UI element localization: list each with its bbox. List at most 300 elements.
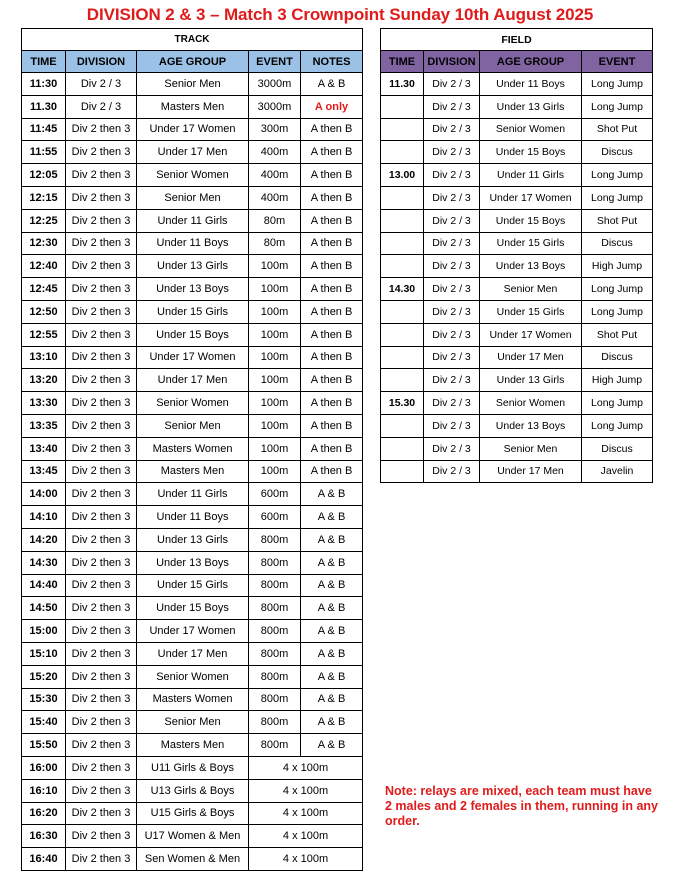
time-cell: 16:30 <box>22 825 66 848</box>
age-group-cell: Under 17 Women <box>480 186 582 209</box>
event-cell: 100m <box>249 323 301 346</box>
division-cell: Div 2 then 3 <box>66 164 137 187</box>
age-group-cell: Senior Women <box>480 118 582 141</box>
division-cell: Div 2 then 3 <box>66 141 137 164</box>
table-row <box>381 232 653 255</box>
time-cell: 11.30 <box>381 73 424 96</box>
event-cell: Discus <box>582 232 653 255</box>
time-cell: 14.30 <box>381 278 424 301</box>
time-cell: 12:30 <box>22 232 66 255</box>
age-group-cell: Masters Men <box>137 95 249 118</box>
division-cell: Div 2 then 3 <box>66 346 137 369</box>
notes-cell: A then B <box>301 323 363 346</box>
event-cell: 800m <box>249 688 301 711</box>
notes-cell: A then B <box>301 118 363 141</box>
table-row <box>381 323 653 346</box>
event-cell: Long Jump <box>582 186 653 209</box>
division-cell: Div 2 then 3 <box>66 414 137 437</box>
division-cell: Div 2 then 3 <box>66 688 137 711</box>
table-row <box>22 665 363 688</box>
age-group-cell: Senior Men <box>480 437 582 460</box>
age-group-cell: Under 13 Boys <box>480 255 582 278</box>
division-cell: Div 2 / 3 <box>424 437 480 460</box>
time-cell <box>381 232 424 255</box>
division-cell: Div 2 / 3 <box>424 278 480 301</box>
notes-cell: A then B <box>301 300 363 323</box>
age-group-cell: Under 11 Boys <box>480 73 582 96</box>
age-group-cell: Under 13 Girls <box>480 369 582 392</box>
division-cell: Div 2 then 3 <box>66 779 137 802</box>
age-group-cell: Senior Men <box>137 711 249 734</box>
time-cell: 15:30 <box>22 688 66 711</box>
track-header-cell: AGE GROUP <box>137 51 249 73</box>
notes-cell: A & B <box>301 642 363 665</box>
event-cell: 800m <box>249 734 301 757</box>
table-row <box>22 323 363 346</box>
table-row <box>381 369 653 392</box>
field-header-cell: DIVISION <box>424 51 480 73</box>
division-cell: Div 2 then 3 <box>66 734 137 757</box>
event-cell: 100m <box>249 414 301 437</box>
time-cell <box>381 369 424 392</box>
division-cell: Div 2 then 3 <box>66 574 137 597</box>
time-cell: 16:10 <box>22 779 66 802</box>
age-group-cell: Under 17 Men <box>137 369 249 392</box>
table-row <box>22 711 363 734</box>
relay-note: Note: relays are mixed, each team must have 2 males and 2 females in them, running in any order. <box>385 784 658 828</box>
time-cell: 11:55 <box>22 141 66 164</box>
division-cell: Div 2 then 3 <box>66 300 137 323</box>
event-cell: 4 x 100m <box>249 756 363 779</box>
time-cell: 14:50 <box>22 597 66 620</box>
age-group-cell: Senior Women <box>137 392 249 415</box>
event-cell: Shot Put <box>582 323 653 346</box>
age-group-cell: Under 17 Men <box>480 460 582 483</box>
table-row <box>381 278 653 301</box>
table-row <box>22 688 363 711</box>
time-cell: 11.30 <box>22 95 66 118</box>
notes-cell: A then B <box>301 369 363 392</box>
time-cell <box>381 118 424 141</box>
table-row <box>22 620 363 643</box>
notes-cell: A & B <box>301 734 363 757</box>
division-cell: Div 2 then 3 <box>66 825 137 848</box>
age-group-cell: Under 17 Women <box>137 346 249 369</box>
track-section-label: TRACK <box>22 29 363 51</box>
notes-cell: A & B <box>301 711 363 734</box>
time-cell: 14:20 <box>22 528 66 551</box>
division-cell: Div 2 / 3 <box>424 209 480 232</box>
table-row <box>381 141 653 164</box>
division-cell: Div 2 then 3 <box>66 848 137 871</box>
time-cell <box>381 460 424 483</box>
division-cell: Div 2 then 3 <box>66 460 137 483</box>
division-cell: Div 2 then 3 <box>66 528 137 551</box>
age-group-cell: Under 13 Boys <box>480 414 582 437</box>
table-row <box>22 232 363 255</box>
table-row <box>22 734 363 757</box>
age-group-cell: Masters Women <box>137 437 249 460</box>
field-schedule-table <box>380 28 653 483</box>
event-cell: 400m <box>249 141 301 164</box>
time-cell <box>381 300 424 323</box>
time-cell <box>381 255 424 278</box>
time-cell: 15:10 <box>22 642 66 665</box>
relay-row <box>22 825 363 848</box>
track-header-cell: EVENT <box>249 51 301 73</box>
table-row <box>22 369 363 392</box>
event-cell: Long Jump <box>582 164 653 187</box>
table-row <box>22 414 363 437</box>
event-cell: Discus <box>582 346 653 369</box>
notes-cell: A then B <box>301 186 363 209</box>
age-group-cell: Senior Women <box>137 164 249 187</box>
notes-cell: A then B <box>301 437 363 460</box>
division-cell: Div 2 then 3 <box>66 392 137 415</box>
table-row <box>22 209 363 232</box>
time-cell: 16:00 <box>22 756 66 779</box>
notes-cell: A then B <box>301 346 363 369</box>
time-cell: 15:50 <box>22 734 66 757</box>
age-group-cell: Senior Men <box>480 278 582 301</box>
notes-cell: A & B <box>301 483 363 506</box>
relay-row <box>22 779 363 802</box>
table-row <box>22 437 363 460</box>
time-cell: 15:00 <box>22 620 66 643</box>
age-group-cell: Under 13 Boys <box>137 551 249 574</box>
notes-cell: A then B <box>301 232 363 255</box>
time-cell: 15:20 <box>22 665 66 688</box>
division-cell: Div 2 then 3 <box>66 186 137 209</box>
age-group-cell: U17 Women & Men <box>137 825 249 848</box>
age-group-cell: Under 15 Girls <box>480 232 582 255</box>
event-cell: 800m <box>249 711 301 734</box>
time-cell: 13:30 <box>22 392 66 415</box>
field-header-cell: EVENT <box>582 51 653 73</box>
relay-row <box>22 848 363 871</box>
division-cell: Div 2 then 3 <box>66 118 137 141</box>
table-row <box>22 73 363 96</box>
event-cell: Long Jump <box>582 95 653 118</box>
time-cell <box>381 346 424 369</box>
division-cell: Div 2 then 3 <box>66 620 137 643</box>
time-cell: 13:35 <box>22 414 66 437</box>
event-cell: 4 x 100m <box>249 802 363 825</box>
time-cell: 13:10 <box>22 346 66 369</box>
table-row <box>381 300 653 323</box>
division-cell: Div 2 / 3 <box>424 369 480 392</box>
event-cell: 100m <box>249 437 301 460</box>
notes-cell: A then B <box>301 278 363 301</box>
event-cell: 100m <box>249 300 301 323</box>
time-cell <box>381 186 424 209</box>
age-group-cell: Sen Women & Men <box>137 848 249 871</box>
notes-cell: A only <box>301 95 363 118</box>
event-cell: 600m <box>249 483 301 506</box>
time-cell: 14:00 <box>22 483 66 506</box>
table-row <box>22 95 363 118</box>
field-header-cell: TIME <box>381 51 424 73</box>
event-cell: 300m <box>249 118 301 141</box>
division-cell: Div 2 then 3 <box>66 437 137 460</box>
table-row <box>22 551 363 574</box>
age-group-cell: Under 13 Girls <box>137 528 249 551</box>
track-header-cell: NOTES <box>301 51 363 73</box>
event-cell: Long Jump <box>582 278 653 301</box>
division-cell: Div 2 / 3 <box>424 186 480 209</box>
notes-cell: A & B <box>301 73 363 96</box>
event-cell: 4 x 100m <box>249 848 363 871</box>
table-row <box>22 118 363 141</box>
age-group-cell: Under 11 Girls <box>137 209 249 232</box>
division-cell: Div 2 then 3 <box>66 483 137 506</box>
age-group-cell: Under 17 Women <box>137 118 249 141</box>
age-group-cell: U11 Girls & Boys <box>137 756 249 779</box>
event-cell: Discus <box>582 141 653 164</box>
age-group-cell: Senior Women <box>480 392 582 415</box>
field-section-label: FIELD <box>381 29 653 51</box>
age-group-cell: Under 17 Women <box>480 323 582 346</box>
time-cell: 14:10 <box>22 506 66 529</box>
division-cell: Div 2 then 3 <box>66 802 137 825</box>
event-cell: High Jump <box>582 255 653 278</box>
event-cell: Long Jump <box>582 414 653 437</box>
time-cell <box>381 209 424 232</box>
table-row <box>381 255 653 278</box>
table-row <box>22 528 363 551</box>
division-cell: Div 2 / 3 <box>66 73 137 96</box>
time-cell <box>381 141 424 164</box>
age-group-cell: Under 15 Boys <box>137 597 249 620</box>
event-cell: 600m <box>249 506 301 529</box>
table-row <box>22 506 363 529</box>
age-group-cell: Masters Women <box>137 688 249 711</box>
age-group-cell: Under 15 Boys <box>480 209 582 232</box>
division-cell: Div 2 / 3 <box>424 460 480 483</box>
division-cell: Div 2 / 3 <box>424 164 480 187</box>
age-group-cell: Under 15 Girls <box>137 574 249 597</box>
division-cell: Div 2 then 3 <box>66 756 137 779</box>
notes-cell: A & B <box>301 597 363 620</box>
event-cell: 3000m <box>249 95 301 118</box>
division-cell: Div 2 then 3 <box>66 597 137 620</box>
track-header-cell: DIVISION <box>66 51 137 73</box>
table-row <box>381 118 653 141</box>
time-cell: 15.30 <box>381 392 424 415</box>
table-row <box>381 460 653 483</box>
division-cell: Div 2 then 3 <box>66 369 137 392</box>
division-cell: Div 2 then 3 <box>66 551 137 574</box>
event-cell: Shot Put <box>582 118 653 141</box>
notes-cell: A then B <box>301 255 363 278</box>
table-row <box>381 164 653 187</box>
event-cell: 100m <box>249 392 301 415</box>
relay-row <box>22 756 363 779</box>
division-cell: Div 2 / 3 <box>424 232 480 255</box>
age-group-cell: Under 15 Girls <box>480 300 582 323</box>
table-row <box>22 346 363 369</box>
notes-cell: A then B <box>301 392 363 415</box>
division-cell: Div 2 / 3 <box>424 346 480 369</box>
table-row <box>381 437 653 460</box>
division-cell: Div 2 / 3 <box>424 95 480 118</box>
time-cell: 14:30 <box>22 551 66 574</box>
division-cell: Div 2 then 3 <box>66 209 137 232</box>
time-cell <box>381 437 424 460</box>
page-title: DIVISION 2 & 3 – Match 3 Crownpoint Sunday 10th August 2025 <box>86 5 594 24</box>
event-cell: 800m <box>249 620 301 643</box>
age-group-cell: Under 15 Boys <box>137 323 249 346</box>
notes-cell: A & B <box>301 574 363 597</box>
event-cell: Long Jump <box>582 300 653 323</box>
table-row <box>381 73 653 96</box>
division-cell: Div 2 / 3 <box>424 73 480 96</box>
age-group-cell: Under 11 Boys <box>137 232 249 255</box>
division-cell: Div 2 / 3 <box>424 323 480 346</box>
time-cell: 16:40 <box>22 848 66 871</box>
age-group-cell: Under 11 Girls <box>480 164 582 187</box>
notes-cell: A & B <box>301 506 363 529</box>
age-group-cell: Under 13 Girls <box>137 255 249 278</box>
notes-cell: A then B <box>301 209 363 232</box>
time-cell: 12:15 <box>22 186 66 209</box>
table-row <box>22 141 363 164</box>
division-cell: Div 2 then 3 <box>66 255 137 278</box>
time-cell: 13.00 <box>381 164 424 187</box>
event-cell: Javelin <box>582 460 653 483</box>
table-row <box>22 278 363 301</box>
table-row <box>22 164 363 187</box>
division-cell: Div 2 then 3 <box>66 642 137 665</box>
event-cell: 800m <box>249 574 301 597</box>
time-cell <box>381 95 424 118</box>
age-group-cell: Senior Men <box>137 414 249 437</box>
table-row <box>381 346 653 369</box>
event-cell: Long Jump <box>582 392 653 415</box>
time-cell: 12:40 <box>22 255 66 278</box>
field-header-cell: AGE GROUP <box>480 51 582 73</box>
table-row <box>22 255 363 278</box>
event-cell: 400m <box>249 164 301 187</box>
age-group-cell: Under 17 Men <box>137 642 249 665</box>
time-cell: 12:45 <box>22 278 66 301</box>
notes-cell: A then B <box>301 460 363 483</box>
age-group-cell: U15 Girls & Boys <box>137 802 249 825</box>
table-row <box>22 392 363 415</box>
division-cell: Div 2 then 3 <box>66 711 137 734</box>
time-cell: 12:25 <box>22 209 66 232</box>
division-cell: Div 2 / 3 <box>424 141 480 164</box>
event-cell: Shot Put <box>582 209 653 232</box>
time-cell: 12:55 <box>22 323 66 346</box>
division-cell: Div 2 / 3 <box>424 255 480 278</box>
relay-row <box>22 802 363 825</box>
notes-cell: A then B <box>301 164 363 187</box>
age-group-cell: Masters Men <box>137 460 249 483</box>
time-cell: 12:05 <box>22 164 66 187</box>
time-cell <box>381 323 424 346</box>
event-cell: Long Jump <box>582 73 653 96</box>
time-cell <box>381 414 424 437</box>
table-row <box>381 414 653 437</box>
event-cell: 3000m <box>249 73 301 96</box>
notes-cell: A & B <box>301 528 363 551</box>
table-row <box>381 209 653 232</box>
division-cell: Div 2 / 3 <box>424 118 480 141</box>
event-cell: 800m <box>249 551 301 574</box>
division-cell: Div 2 then 3 <box>66 323 137 346</box>
division-cell: Div 2 / 3 <box>424 414 480 437</box>
track-schedule-table <box>21 28 363 871</box>
notes-cell: A & B <box>301 665 363 688</box>
event-cell: Discus <box>582 437 653 460</box>
table-row <box>22 483 363 506</box>
age-group-cell: Under 17 Women <box>137 620 249 643</box>
age-group-cell: Under 17 Men <box>137 141 249 164</box>
time-cell: 13:20 <box>22 369 66 392</box>
division-cell: Div 2 then 3 <box>66 665 137 688</box>
time-cell: 13:40 <box>22 437 66 460</box>
notes-cell: A & B <box>301 551 363 574</box>
event-cell: 100m <box>249 460 301 483</box>
age-group-cell: Under 11 Girls <box>137 483 249 506</box>
division-cell: Div 2 / 3 <box>66 95 137 118</box>
age-group-cell: Under 15 Girls <box>137 300 249 323</box>
division-cell: Div 2 then 3 <box>66 232 137 255</box>
table-row <box>22 300 363 323</box>
time-cell: 14:40 <box>22 574 66 597</box>
division-cell: Div 2 / 3 <box>424 300 480 323</box>
age-group-cell: Under 15 Boys <box>480 141 582 164</box>
notes-cell: A then B <box>301 141 363 164</box>
age-group-cell: Under 13 Boys <box>137 278 249 301</box>
table-row <box>22 574 363 597</box>
time-cell: 15:40 <box>22 711 66 734</box>
event-cell: 800m <box>249 642 301 665</box>
division-cell: Div 2 / 3 <box>424 392 480 415</box>
event-cell: 100m <box>249 255 301 278</box>
age-group-cell: Masters Men <box>137 734 249 757</box>
age-group-cell: U13 Girls & Boys <box>137 779 249 802</box>
event-cell: 100m <box>249 369 301 392</box>
table-row <box>22 597 363 620</box>
event-cell: 4 x 100m <box>249 779 363 802</box>
event-cell: 400m <box>249 186 301 209</box>
notes-cell: A & B <box>301 688 363 711</box>
event-cell: High Jump <box>582 369 653 392</box>
track-header-cell: TIME <box>22 51 66 73</box>
age-group-cell: Under 11 Boys <box>137 506 249 529</box>
event-cell: 800m <box>249 528 301 551</box>
age-group-cell: Senior Men <box>137 73 249 96</box>
table-row <box>22 642 363 665</box>
age-group-cell: Senior Women <box>137 665 249 688</box>
notes-cell: A & B <box>301 620 363 643</box>
table-row <box>381 392 653 415</box>
event-cell: 800m <box>249 665 301 688</box>
event-cell: 80m <box>249 232 301 255</box>
time-cell: 12:50 <box>22 300 66 323</box>
event-cell: 80m <box>249 209 301 232</box>
age-group-cell: Under 13 Girls <box>480 95 582 118</box>
age-group-cell: Under 17 Men <box>480 346 582 369</box>
notes-cell: A then B <box>301 414 363 437</box>
time-cell: 16:20 <box>22 802 66 825</box>
age-group-cell: Senior Men <box>137 186 249 209</box>
division-cell: Div 2 then 3 <box>66 278 137 301</box>
table-row <box>22 460 363 483</box>
table-row <box>381 186 653 209</box>
